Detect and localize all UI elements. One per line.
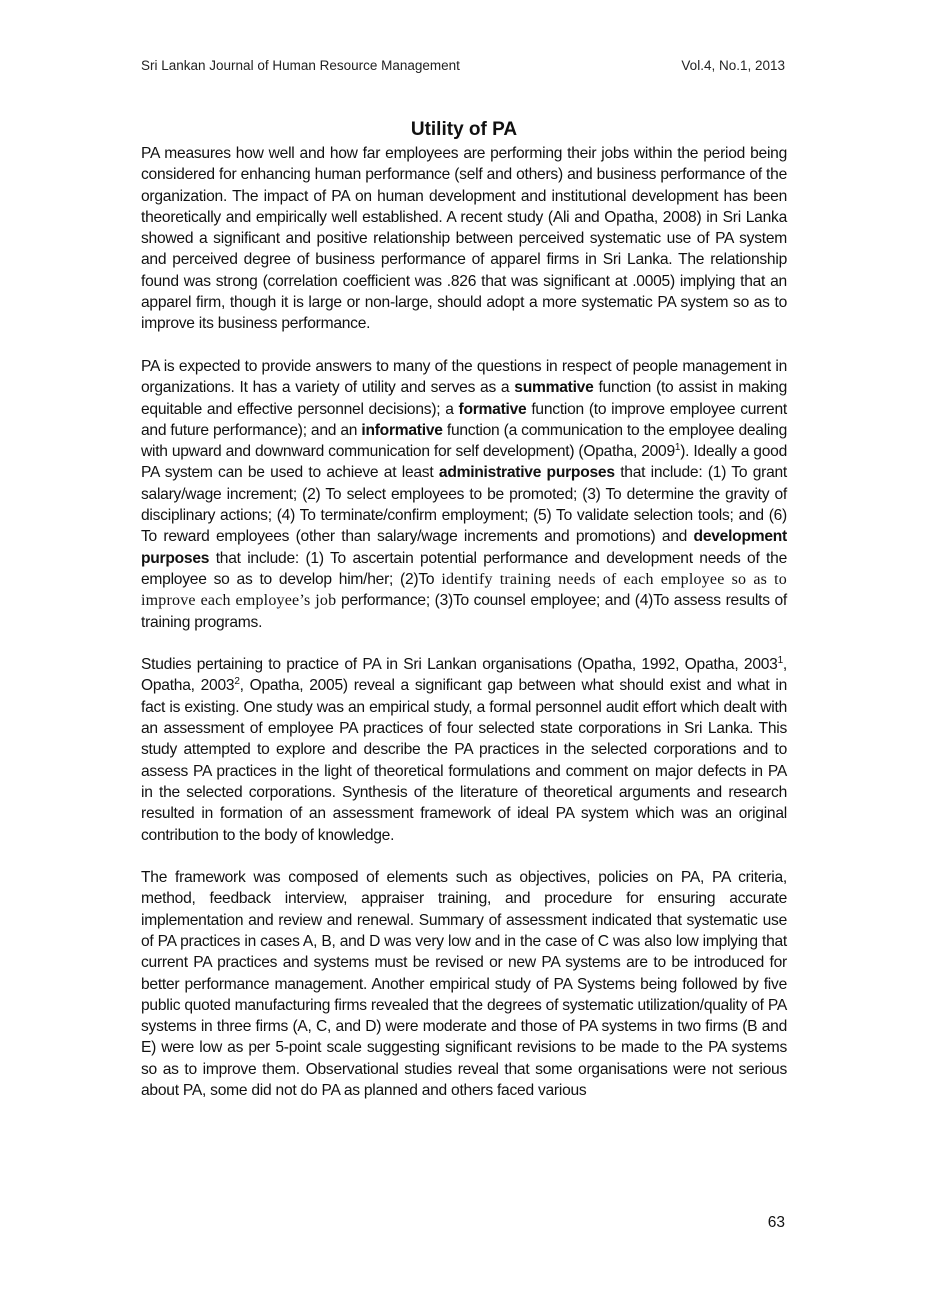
p2-bold-development: development purposes <box>141 528 787 567</box>
p3-superscript-2: 2 <box>234 676 240 688</box>
p2-text-5: ). Ideally a good PA system can be used to achieve at least <box>141 443 787 482</box>
page-number: 63 <box>767 1214 785 1231</box>
p2-superscript: 1 <box>674 441 681 453</box>
p2-bold-informative: informative <box>361 421 443 439</box>
running-header-journal: Sri Lankan Journal of Human Resource Management <box>141 58 460 73</box>
p2-text-3: function (to improve employee current and future performance); and an <box>141 400 787 439</box>
p2-bold-administrative: administrative purposes <box>438 464 615 482</box>
p2-text-2: function (to assist in making equitable and effective personnel decisions); a <box>141 379 787 418</box>
p2-text-7: that include: (1) To ascertain potential performance and development needs of the employee so as to develop him/her; (2)To <box>141 549 787 588</box>
paragraph-2 <box>141 356 787 633</box>
p2-text-4: function (a communication to the employee dealing with upward and downward communication for self development) (Opatha, 2009 <box>141 421 787 461</box>
p3-text-3: , Opatha, 2005) reveal a significant gap between what should exist and what in fact is existing. One study was an empirical study, a formal personnel audit effort which dealt with an assessment of employee PA practices of four selected state corporations in Sri Lanka. This study attempted to explore and describe the PA practices in the selected corporations and to assess PA practices in the light of theoretical formulations and comment on major defects in PA in the selected corporations. Synthesis of the literature of theoretical arguments and research resulted in formation of an assessment framework of ideal PA system which was an original contribution to the body of knowledge. <box>141 677 787 844</box>
p3-text-2: , Opatha, 2003 <box>141 656 787 695</box>
article-body <box>141 143 787 1123</box>
p2-text-9: performance; (3)To counsel employee; and (4)To assess results of training programs. <box>141 592 787 631</box>
p2-text-1: PA is expected to provide answers to many of the questions in respect of people management in organizations. It has a variety of utility and serves as a <box>141 357 787 397</box>
p2-bold-formative: formative <box>458 400 527 418</box>
p3-text-1: Studies pertaining to practice of PA in Sri Lankan organisations (Opatha, 1992, Opatha, 2003 <box>141 656 778 674</box>
p2-text-8: identify training needs of each employee so as to improve each employee’s job <box>141 570 787 610</box>
section-title: Utility of PA <box>410 119 518 140</box>
running-header-volume: Vol.4, No.1, 2013 <box>681 58 785 73</box>
p2-text-6: that include: (1) To grant salary/wage increment; (2) To select employees to be promoted; (3) To determine the gravity of disciplinary actions; (4) To terminate/confirm employment; (5) To validate selection tools; and (6) To reward employees (other than salary/wage increments and promotions) and <box>141 464 788 546</box>
p2-bold-summative: summative <box>514 379 594 397</box>
paragraph-1: PA measures how well and how far employees are performing their jobs within the period being considered for enhancing human performance (self and others) and business performance of the organization. The impact of PA on human development and institutional development has been theoretically and empirically well established. A recent study (Ali and Opatha, 2008) in Sri Lanka showed a significant and positive relationship between perceived systematic use of PA system and perceived degree of business performance of apparel firms in Sri Lanka. The relationship found was strong (correlation coefficient was .826 that was significant at .0005) implying that an apparel firm, though it is large or non-large, should adopt a more systematic PA system so as to improve its business performance. <box>141 145 787 333</box>
paragraph-3 <box>141 654 787 846</box>
p3-superscript-1: 1 <box>777 654 783 666</box>
paragraph-4: The framework was composed of elements such as objectives, policies on PA, PA criteria, method, feedback interview, appraiser training, and procedure for ensuring accurate implementation and review and renewal. Summary of assessment indicated that systematic use of PA practices in cases A, B, and D was very low and in the case of C was also low implying that current PA practices and systems must be revised or new PA systems are to be introduced for better performance management. Another empirical study of PA Systems being followed by five public quoted manufacturing firms revealed that the degrees of systematic utilization/quality of PA systems in three firms (A, C, and D) were moderate and those of PA systems in two firms (B and E) were low as per 5-point scale suggesting significant revisions to be made to the PA systems so as to improve them. Observational studies reveal that some organisations were not serious about PA, some did not do PA as planned and others faced various <box>141 869 787 1100</box>
